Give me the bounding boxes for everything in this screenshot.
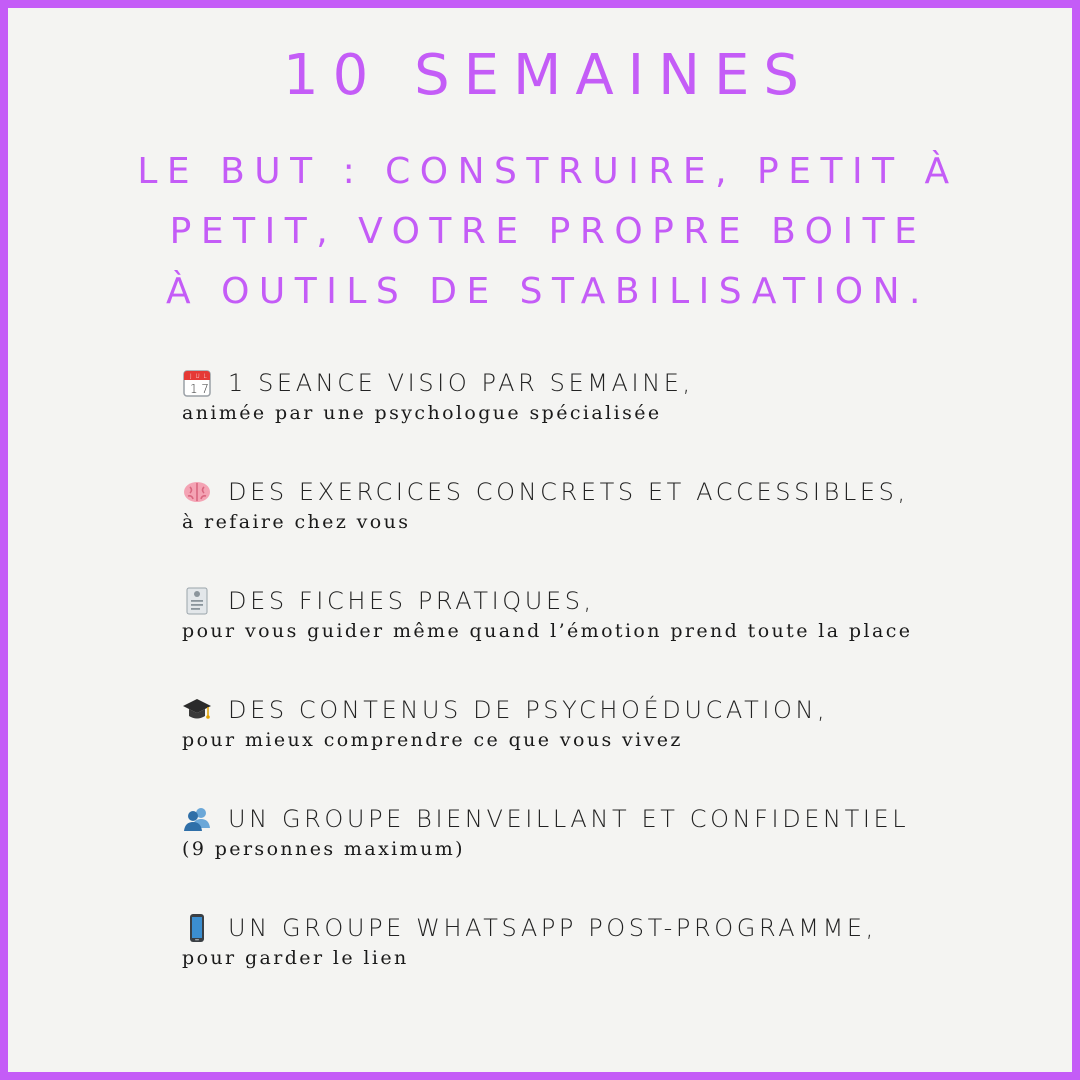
feature-detail: (9 personnes maximum): [182, 838, 465, 860]
feature-heading: UN GROUPE BIENVEILLANT ET CONFIDENTIEL: [228, 805, 910, 833]
feature-item-exercises: [182, 475, 1042, 533]
svg-text:JUL: JUL: [190, 373, 211, 380]
feature-item-psychoeducation: [182, 693, 1042, 751]
svg-text:17: 17: [190, 382, 212, 396]
feature-detail: pour mieux comprendre ce que vous vivez: [182, 729, 683, 751]
subtitle-line-1: LE BUT : CONSTRUIRE, PETIT À: [137, 151, 959, 192]
feature-detail: pour garder le lien: [182, 947, 409, 969]
subtitle-line-3: À OUTILS DE STABILISATION.: [166, 271, 930, 312]
subtitle-line-2: PETIT, VOTRE PROPRE BOITE: [169, 211, 927, 252]
feature-heading: DES CONTENUS DE PSYCHOÉDUCATION,: [228, 696, 829, 724]
brain-icon: [182, 477, 212, 507]
page-title: 10 SEMAINES: [283, 43, 813, 108]
feature-heading: UN GROUPE WHATSAPP POST-PROGRAMME,: [228, 914, 877, 942]
graduation-cap-icon: [182, 695, 212, 725]
feature-detail: animée par une psychologue spécialisée: [182, 402, 662, 424]
feature-detail: pour vous guider même quand l’émotion prend toute la place: [182, 620, 913, 642]
people-icon: [182, 804, 212, 834]
goal-subtitle: [108, 142, 988, 322]
feature-item-visio: [182, 366, 1042, 424]
feature-heading: DES FICHES PRATIQUES,: [228, 587, 595, 615]
feature-heading: DES EXERCICES CONCRETS ET ACCESSIBLES,: [228, 478, 909, 506]
feature-item-whatsapp: [182, 911, 1042, 969]
feature-detail: à refaire chez vous: [182, 511, 411, 533]
feature-heading: 1 SEANCE VISIO PAR SEMAINE,: [228, 369, 694, 397]
document-icon: [182, 586, 212, 616]
phone-icon: [182, 913, 212, 943]
calendar-icon: [182, 368, 212, 398]
feature-item-group: [182, 802, 1042, 860]
feature-item-sheets: [182, 584, 1042, 642]
